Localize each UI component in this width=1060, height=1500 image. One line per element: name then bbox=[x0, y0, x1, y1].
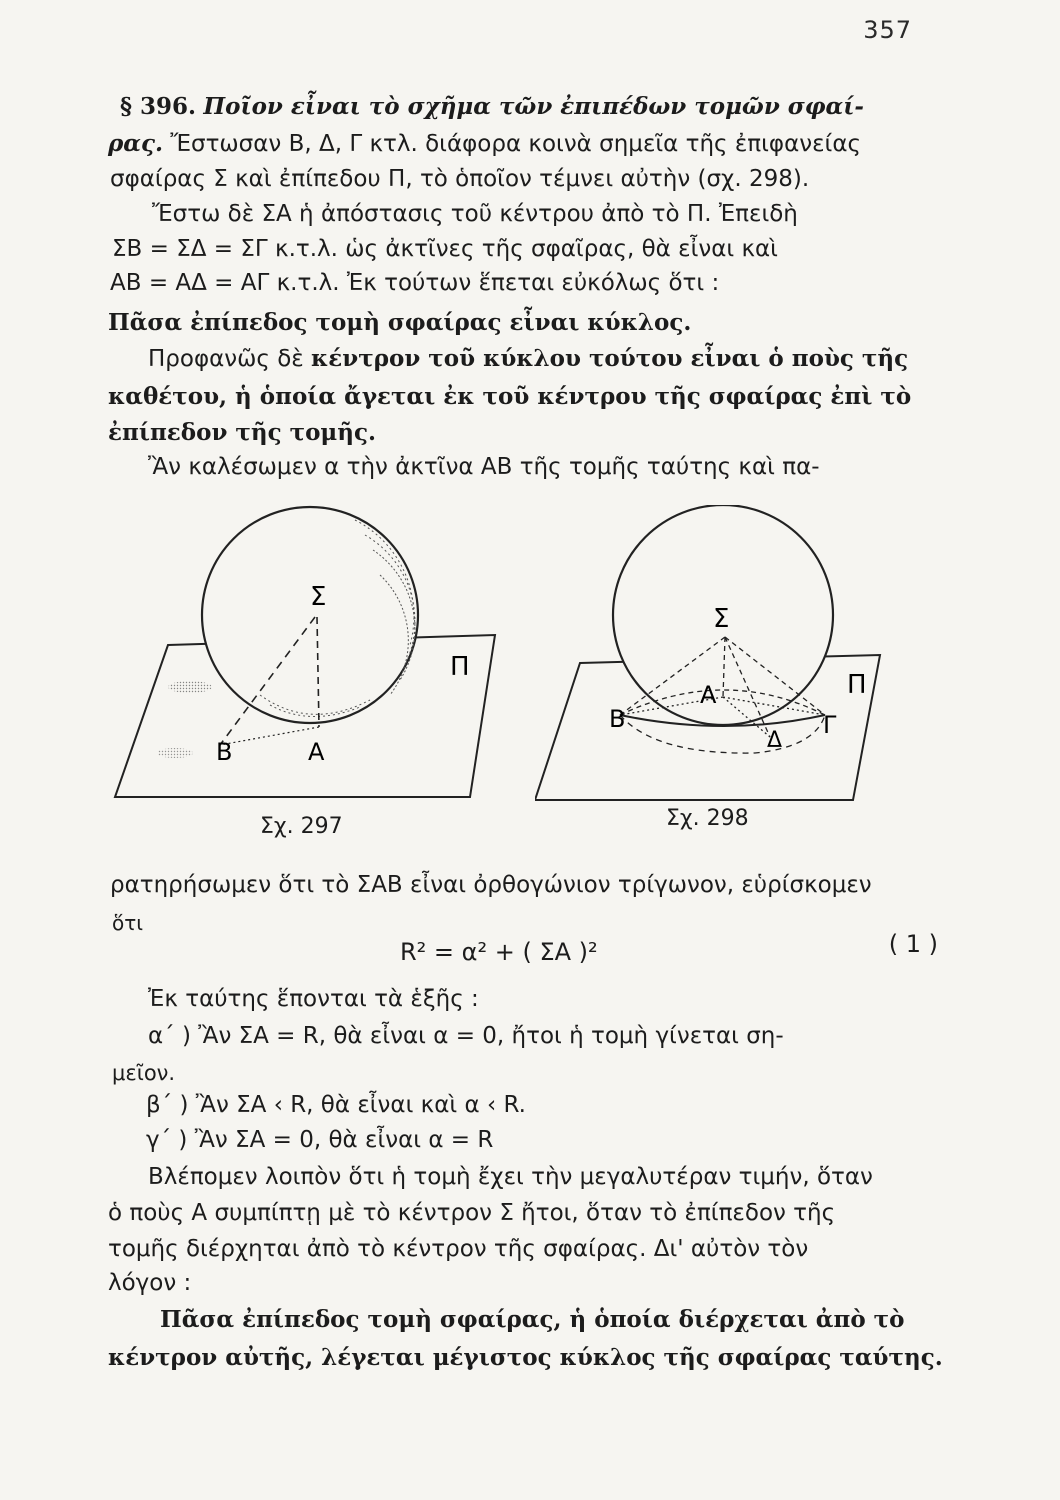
text-line-8 bbox=[148, 344, 1060, 374]
label-a-298: Α bbox=[700, 681, 717, 709]
equation-number: ( 1 ) bbox=[888, 930, 938, 958]
segment-a-b-297 bbox=[220, 727, 319, 745]
plane-shading-297 bbox=[168, 681, 212, 693]
label-b-298: Β bbox=[609, 705, 626, 733]
section-heading: Ποῖον εἶναι τὸ σχῆμα τῶν ἐπιπέδων τομῶν σφαί- bbox=[203, 93, 864, 120]
para-line-3: τομῆς διέρχηται ἀπὸ τὸ κέντρον τῆς σφαίρας. Δι' αὐτὸν τὸν bbox=[108, 1236, 809, 1262]
label-d-298: Δ bbox=[767, 728, 783, 753]
case-c: γ΄ ) Ἂν ΣΑ = 0, θὰ εἶναι α = R bbox=[146, 1127, 494, 1153]
label-pi-298: Π bbox=[847, 670, 867, 700]
text-line-9: καθέτου, ἡ ὁποία ἄγεται ἐκ τοῦ κέντρου τῆς σφαίρας ἐπὶ τὸ bbox=[108, 383, 912, 410]
text-line-2 bbox=[108, 129, 1060, 159]
text-line-5: ΣΒ = ΣΔ = ΣΓ κ.τ.λ. ὡς ἀκτῖνες τῆς σφαῖρας, θὰ εἶναι καὶ bbox=[112, 236, 778, 262]
after-line-2: ὅτι bbox=[112, 911, 144, 935]
figure-298 bbox=[535, 505, 895, 810]
label-g-298: Γ bbox=[823, 711, 837, 739]
case-a: α΄ ) Ἂν ΣΑ = R, θὰ εἶναι α = 0, ἤτοι ἡ τομὴ γίνεται ση- bbox=[148, 1023, 784, 1049]
case-b: β΄ ) Ἂν ΣΑ ‹ R, θὰ εἶναι καὶ α ‹ R. bbox=[146, 1092, 526, 1118]
caption-298: Σχ. 298 bbox=[666, 806, 749, 831]
text-line-10: ἐπίπεδον τῆς τομῆς. bbox=[108, 419, 377, 446]
label-sigma-297: Σ bbox=[310, 582, 327, 612]
text-line-8-start: Προφανῶς δὲ bbox=[148, 346, 312, 372]
label-a-297: Α bbox=[308, 738, 325, 766]
heading-continuation: ρας. bbox=[108, 130, 164, 157]
figure-297 bbox=[110, 495, 510, 810]
formula-1: R² = α² + ( ΣΑ )² bbox=[400, 938, 598, 966]
text-line-6: ΑΒ = ΑΔ = ΑΓ κ.τ.λ. Ἐκ τούτων ἕπεται εὐκόλως ὅτι : bbox=[110, 270, 720, 296]
page-number: 357 bbox=[863, 16, 912, 44]
theorem-2-line-2: κέντρον αὐτῆς, λέγεται μέγιστος κύκλος τῆς σφαίρας ταύτης. bbox=[108, 1344, 943, 1371]
text-line-4: Ἔστω δὲ ΣΑ ἡ ἀπόστασις τοῦ κέντρου ἀπὸ τὸ Π. Ἐπειδὴ bbox=[152, 201, 798, 227]
section-heading-line bbox=[120, 92, 1060, 122]
theorem-1: Πᾶσα ἐπίπεδος τομὴ σφαίρας εἶναι κύκλος. bbox=[108, 309, 692, 336]
after-line-1: ρατηρήσωμεν ὅτι τὸ ΣΑΒ εἶναι ὀρθογώνιον τρίγωνον, εὑρίσκομεν bbox=[110, 872, 872, 898]
theorem-2-line-1: Πᾶσα ἐπίπεδος τομὴ σφαίρας, ἡ ὁποία διέρχεται ἀπὸ τὸ bbox=[160, 1306, 905, 1333]
sphere-297 bbox=[202, 507, 418, 723]
label-pi-297: Π bbox=[450, 652, 470, 682]
case-a-cont: μεῖον. bbox=[112, 1061, 176, 1085]
text-line-8-bold: κέντρον τοῦ κύκλου τούτου εἶναι ὁ ποὺς τῆς bbox=[311, 345, 909, 372]
text-line-2-rest: Ἔστωσαν Β, Δ, Γ κτλ. διάφορα κοινὰ σημεῖα τῆς ἐπιφανείας bbox=[163, 131, 861, 157]
label-sigma-298: Σ bbox=[713, 604, 730, 634]
text-line-3: σφαίρας Σ καὶ ἐπίπεδου Π, τὸ ὁποῖον τέμνει αὐτὴν (σχ. 298). bbox=[110, 166, 810, 192]
label-b-297: Β bbox=[216, 738, 233, 766]
plane-shading-297b bbox=[157, 748, 193, 758]
para-line-2: ὁ ποὺς Α συμπίπτῃ μὲ τὸ κέντρον Σ ἤτοι, ὅταν τὸ ἐπίπεδον τῆς bbox=[108, 1200, 836, 1226]
para-line-4: λόγον : bbox=[108, 1270, 192, 1296]
caption-297: Σχ. 297 bbox=[260, 814, 343, 839]
after-line-3: Ἐκ ταύτης ἕπονται τὰ ἑξῆς : bbox=[148, 986, 479, 1012]
section-number: § 396. bbox=[120, 93, 197, 120]
para-line-1: Βλέπομεν λοιπὸν ὅτι ἡ τομὴ ἔχει τὴν μεγαλυτέραν τιμήν, ὅταν bbox=[148, 1164, 873, 1190]
text-line-11: Ἂν καλέσωμεν α τὴν ἀκτῖνα ΑΒ τῆς τομῆς ταύτης καὶ πα- bbox=[148, 454, 820, 480]
